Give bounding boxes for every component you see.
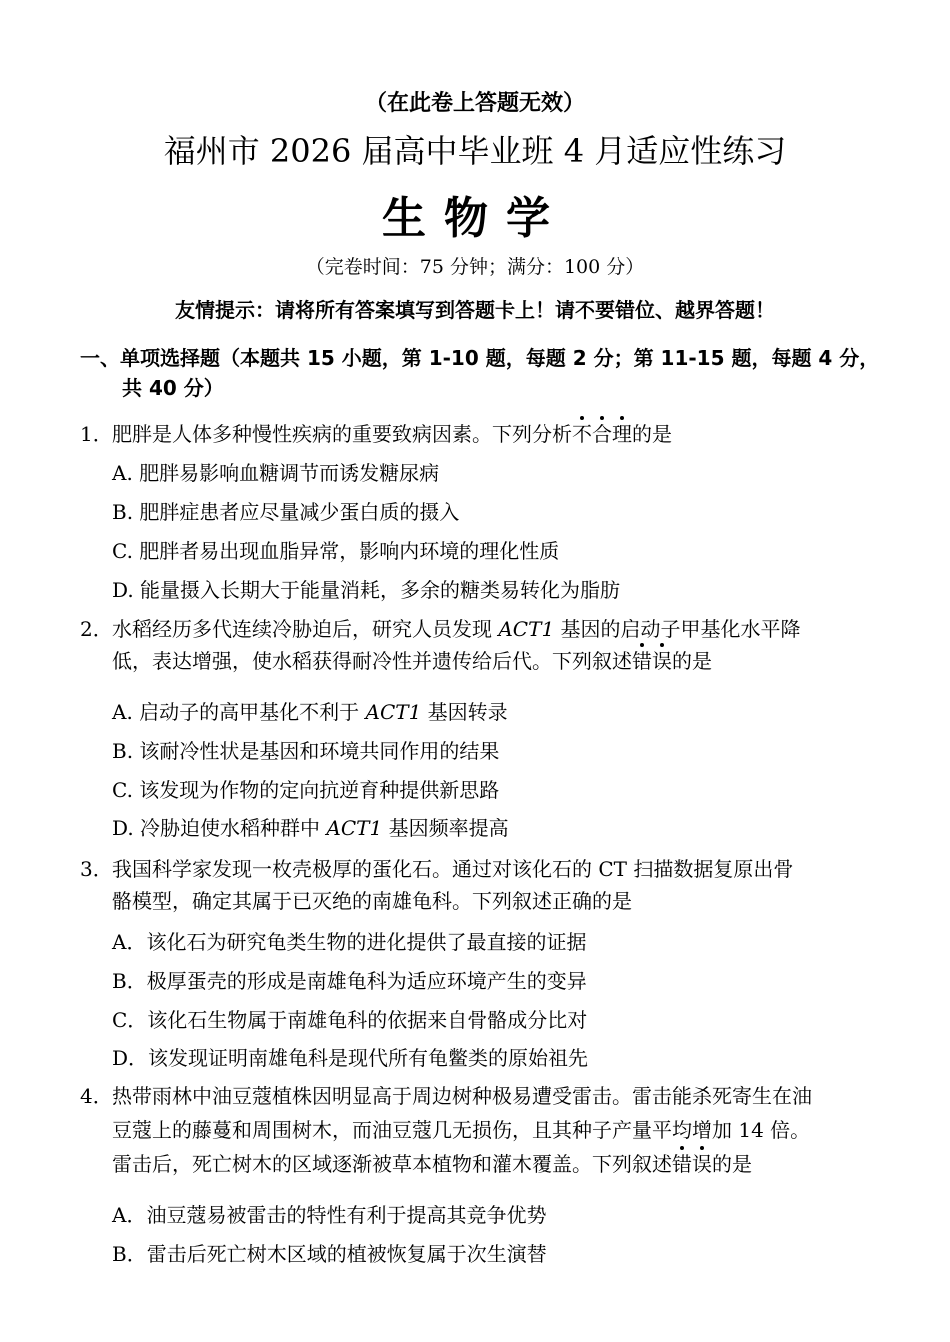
option-b: B. 该耐冷性状是基因和环境共同作用的结果 [112,739,500,763]
option-b: B. 肥胖症患者应尽量减少蛋白质的摄入 [112,500,460,524]
question-stem-line3: 雷击后，死亡树木的区域逐渐被草本植物和灌木覆盖。下列叙述错误的是 [112,1149,752,1179]
option-d: D. 能量摄入长期大于能量消耗，多余的糖类易转化为脂肪 [112,578,621,602]
option-d: D. 冷胁迫使水稻种群中 ACT1 基因频率提高 [112,816,509,840]
emphasis-char: 误 [652,646,672,676]
option-c: C. 肥胖者易出现血脂异常，影响内环境的理化性质 [112,539,560,563]
emphasis-char: 错 [632,646,652,676]
gene-name: ACT1 [326,816,383,840]
question-stem-line1: 热带雨林中油豆蔻植株因明显高于周边树种极易遭受雷击。雷击能杀死寄生在油 [112,1084,812,1108]
emphasis-char: 合 [592,419,612,449]
option-a: A．油豆蔻易被雷击的特性有利于提高其竞争优势 [112,1203,547,1227]
emphasis-char: 理 [612,419,632,449]
question-stem: 肥胖是人体多种慢性疾病的重要致病因素。下列分析不合理的是 [112,419,672,449]
option-d: D．该发现证明南雄龟科是现代所有龟鳖类的原始祖先 [112,1046,589,1070]
question-stem-line1: 水稻经历多代连续冷胁迫后，研究人员发现 ACT1 基因的启动子甲基化水平降 [112,617,801,641]
option-b: B．雷击后死亡树木区域的植被恢复属于次生演替 [112,1242,547,1266]
option-b: B．极厚蛋壳的形成是南雄龟科为适应环境产生的变异 [112,969,587,993]
emphasis-char: 错 [672,1149,692,1179]
question-stem-line1: 我国科学家发现一枚壳极厚的蛋化石。通过对该化石的 CT 扫描数据复原出骨 [112,857,794,881]
option-c: C．该化石生物属于南雄龟科的依据来自骨骼成分比对 [112,1008,588,1032]
option-a: A. 启动子的高甲基化不利于 ACT1 基因转录 [112,700,508,724]
gene-name: ACT1 [498,617,555,641]
friendly-tip: 友情提示：请将所有答案填写到答题卡上！请不要错位、越界答题！ [175,298,775,322]
question-number: 4． [80,1084,113,1108]
option-c: C. 该发现为作物的定向抗逆育种提供新思路 [112,778,500,802]
question-stem-line2: 豆蔻上的藤蔓和周围树木，而油豆蔻几无损伤，且其种子产量平均增加 14 倍。 [112,1118,811,1142]
section-heading [80,343,895,403]
option-a: A．该化石为研究龟类生物的进化提供了最直接的证据 [112,930,587,954]
question-stem-line2: 低，表达增强，使水稻获得耐冷性并遗传给后代。下列叙述错误的是 [112,646,712,676]
time-score-info: （完卷时间：75 分钟；满分：100 分） [305,256,645,278]
emphasis-char: 误 [692,1149,712,1179]
subject-title: 生物学 [382,193,568,244]
option-a: A. 肥胖易影响血糖调节而诱发糖尿病 [112,461,440,485]
question-number: 1． [80,422,113,446]
invalid-answer-notice: （在此卷上答题无效） [364,91,585,116]
question-number: 3． [80,857,113,881]
section-heading-line1: 一、单项选择题（本题共 15 小题，第 1-10 题，每题 2 分；第 11-15 题，每题 4 分， [80,346,880,370]
exam-title: 福州市 2026 届高中毕业班 4 月适应性练习 [163,132,787,170]
section-heading-line2: 共 40 分） [122,376,224,400]
question-number: 2． [80,617,113,641]
question-stem-line2: 骼模型，确定其属于已灭绝的南雄龟科。下列叙述正确的是 [112,889,632,913]
gene-name: ACT1 [365,700,422,724]
emphasis-char: 不 [572,419,592,449]
